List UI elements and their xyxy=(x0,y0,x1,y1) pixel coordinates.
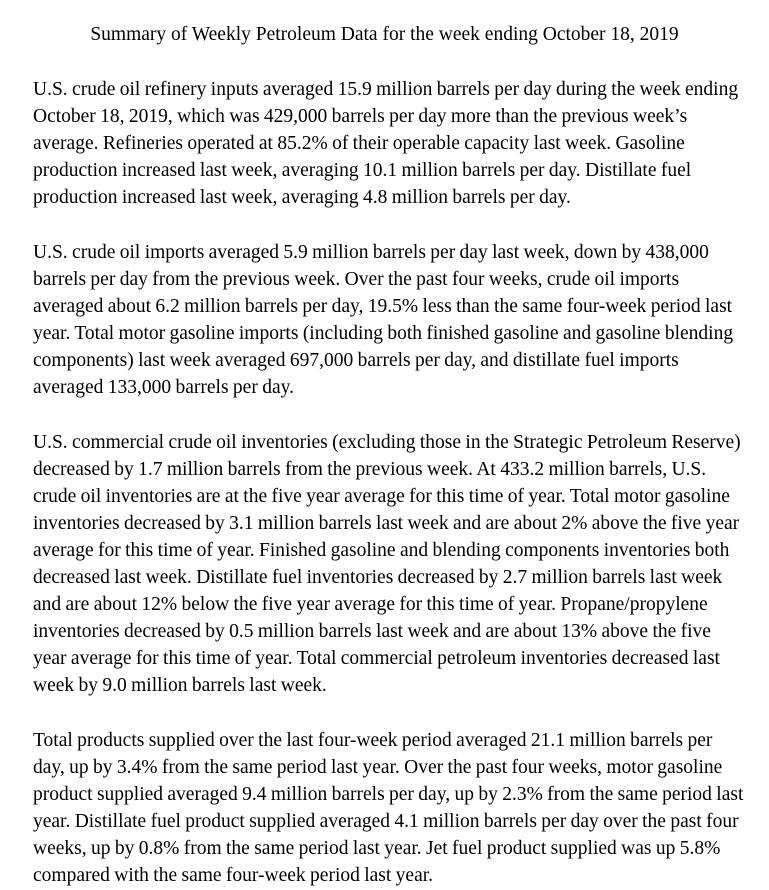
paragraph-inventories: U.S. commercial crude oil inventories (excluding those in the Strategic Petroleum Reserve) decreased by 1.7 million barrels from the previous week. At 433.2 million barrels, U.S. crude oil inventories are at the five year average for this time of year. Total motor gasoline inventories decreased by 3.1 million barrels last week and are about 2% above the five year average for this time of year. Finished gasoline and blending components inventories both decreased last week. Distillate fuel inventories decreased by 2.7 million barrels last week and are about 12% below the five year average for this time of year. Propane/propylene inventories decreased by 0.5 million barrels last week and are about 13% above the five year average for this time of year. Total commercial petroleum inventories decreased last week by 9.0 million barrels last week. xyxy=(33,432,741,696)
paragraph-refinery-inputs: U.S. crude oil refinery inputs averaged 15.9 million barrels per day during the week ending October 18, 2019, which was 429,000 barrels per day more than the previous week’s average. Refineries operated at 85.2% of their operable capacity last week. Gasoline production increased last week, averaging 10.1 million barrels per day. Distillate fuel production increased last week, averaging 4.8 million barrels per day. xyxy=(33,79,739,208)
paragraph-crude-oil-imports: U.S. crude oil imports averaged 5.9 million barrels per day last week, down by 438,000 barrels per day from the previous week. Over the past four weeks, crude oil imports averaged about 6.2 million barrels per day, 19.5% less than the same four-week period last year. Total motor gasoline imports (including both finished gasoline and gasoline blending components) last week averaged 697,000 barrels per day, and distillate fuel imports averaged 133,000 barrels per day. xyxy=(33,242,734,398)
paragraph-products-supplied: Total products supplied over the last four-week period averaged 21.1 million barrels per day, up by 3.4% from the same period last year. Over the past four weeks, motor gasoline product supplied averaged 9.4 million barrels per day, up by 2.3% from the same period last year. Distillate fuel product supplied averaged 4.1 million barrels per day over the past four weeks, up by 0.8% from the same period last year. Jet fuel product supplied was up 5.8% compared with the same four-week period last year. xyxy=(33,730,744,886)
document-title: Summary of Weekly Petroleum Data for the week ending October 18, 2019 xyxy=(90,24,679,45)
